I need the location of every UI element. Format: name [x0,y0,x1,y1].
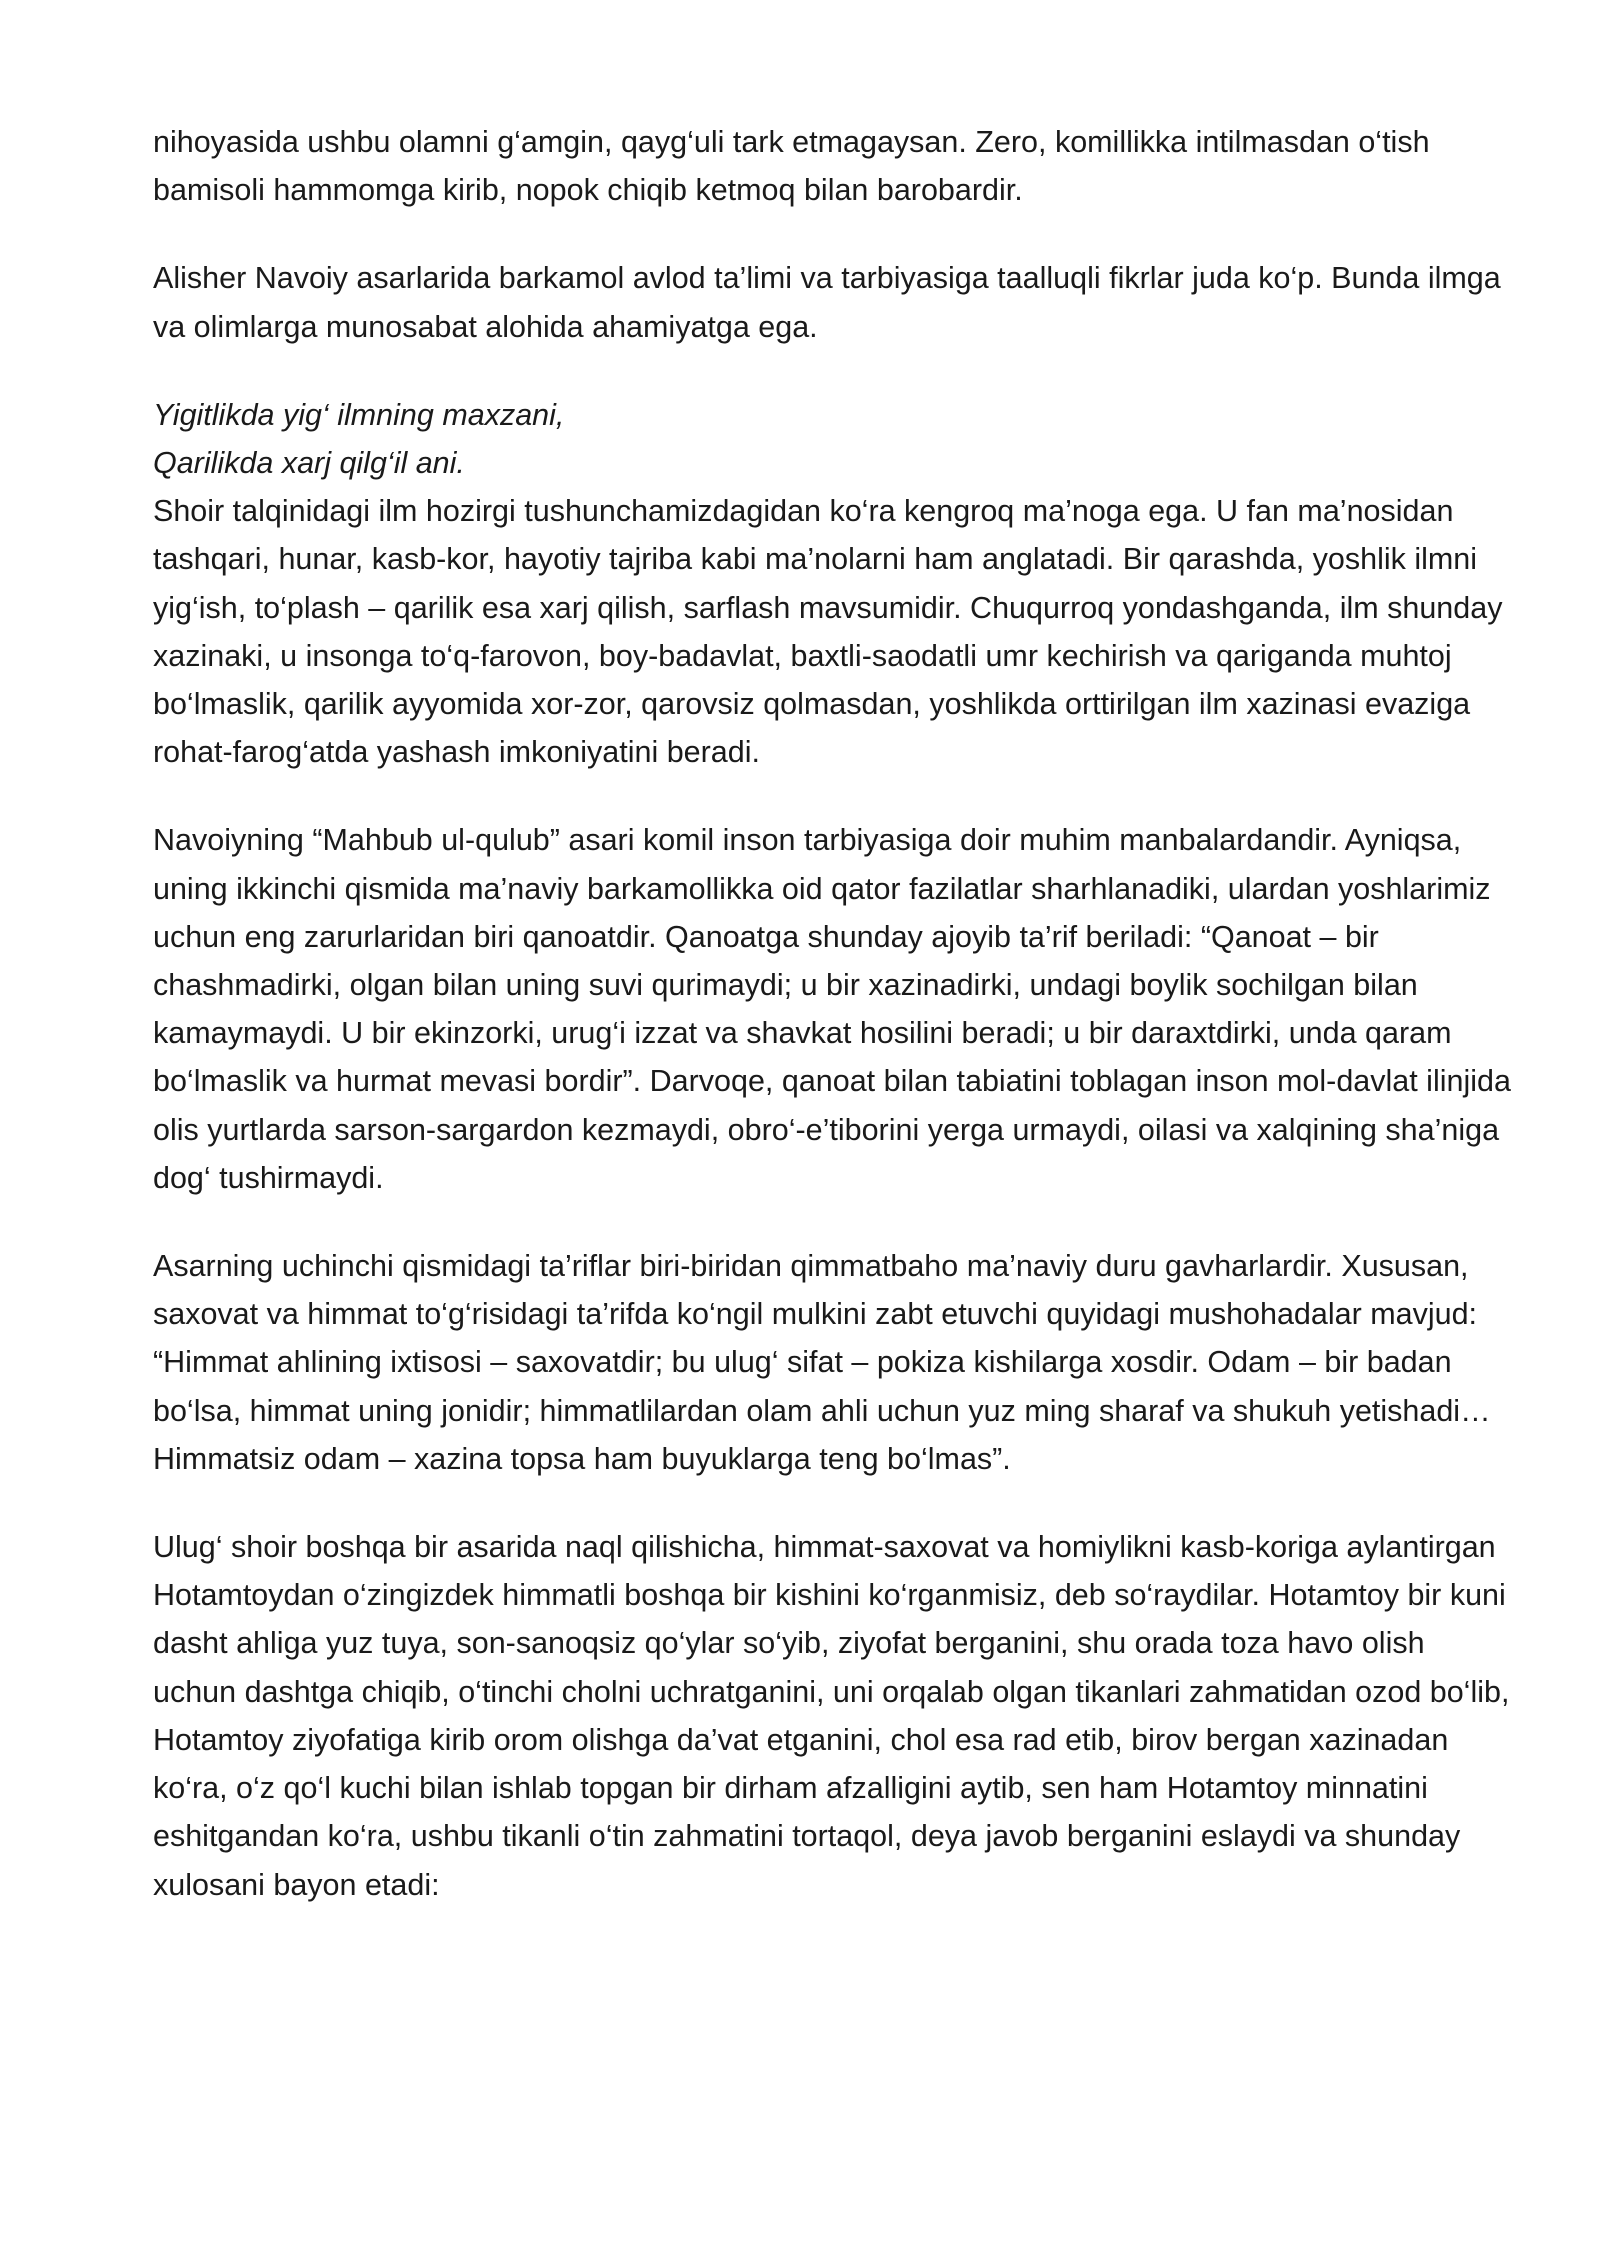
poem-line-1: Yigitlikda yig‘ ilmning maxzani, [153,397,565,432]
paragraph-third-part: Asarning uchinchi qismidagi ta’riflar biri-biridan qimmatbaho ma’naviy duru gavharlardir. Xususan, saxovat va himmat to‘g‘risidagi ta’rifda ko‘ngil mulkini zabt etuvchi quyidagi mushohadalar mavjud: “Himmat ahlining ixtisosi – saxovatdir; bu ulug‘ sifat – pokiza kishilarga xosdir. Odam – bir badan bo‘lsa, himmat uning jonidir; himmatlilardan olam ahli uchun yuz ming sharaf va shukuh yetishadi… Himmatsiz odam – xazina topsa ham buyuklarga teng bo‘lmas”. [153,1249,1491,1476]
document-page [153,118,1513,1949]
paragraph-navoiy-education: Alisher Navoiy asarlarida barkamol avlod ta’limi va tarbiyasiga taalluqli fikrlar juda ko‘p. Bunda ilmga va olimlarga munosabat alohida ahamiyatga ega. [153,261,1501,344]
paragraph-intro: nihoyasida ushbu olamni g‘amgin, qayg‘uli tark etmagaysan. Zero, komillikka intilmasdan o‘tish bamisoli hammomga kirib, nopok chiqib ketmoq bilan barobardir. [153,125,1430,208]
paragraph-hotamtoy: Ulug‘ shoir boshqa bir asarida naql qilishicha, himmat-saxovat va homiylikni kasb-koriga aylantirgan Hotamtoydan o‘zingizdek himmatli boshqa bir kishini ko‘rganmisiz, deb so‘raydilar. Hotamtoy bir kuni dasht ahliga yuz tuya, son-sanoqsiz qo‘ylar so‘yib, ziyofat berganini, shu orada toza havo olish uchun dashtga chiqib, o‘tinchi cholni uchratganini, uni orqalab olgan tikanlari zahmatidan ozod bo‘lib, Hotamtoy ziyofatiga kirib orom olishga da’vat etganini, chol esa rad etib, birov bergan xazinadan ko‘ra, o‘z qo‘l kuchi bilan ishlab topgan bir dirham afzalligini aytib, sen ham Hotamtoy minnatini eshitgandan ko‘ra, ushbu tikanli o‘tin zahmatini tortaqol, deya javob berganini eslaydi va shunday xulosani bayon etadi: [153,1530,1510,1902]
paragraph-mahbub-ul-qulub: Navoiyning “Mahbub ul-qulub” asari komil inson tarbiyasiga doir muhim manbalardandir. Ayniqsa, uning ikkinchi qismida ma’naviy barkamollikka oid qator fazilatlar sharhlanadiki, ulardan yoshlarimiz uchun eng zarurlaridan biri qanoatdir. Qanoatga shunday ajoyib ta’rif beriladi: “Qanoat – bir chashmadirki, olgan bilan uning suvi qurimaydi; u bir xazinadirki, undagi boylik sochilgan bilan kamaymaydi. U bir ekinzorki, urug‘i izzat va shavkat hosilini beradi; u bir daraxtdirki, unda qaram bo‘lmaslik va hurmat mevasi bordir”. Darvoqe, qanoat bilan tabiatini toblagan inson mol-davlat ilinjida olis yurtlarda sarson-sargardon kezmaydi, obro‘-e’tiborini yerga urmaydi, oilasi va xalqining sha’niga dog‘ tushirmaydi. [153,823,1511,1195]
paragraph-poet-interpretation: Shoir talqinidagi ilm hozirgi tushunchamizdagidan ko‘ra kengroq ma’noga ega. U fan ma’nosidan tashqari, hunar, kasb-kor, hayotiy tajriba kabi ma’nolarni ham anglatadi. Bir qarashda, yoshlik ilmni yig‘ish, to‘plash – qarilik esa xarj qilish, sarflash mavsumidir. Chuqurroq yondashganda, ilm shunday xazinaki, u insonga to‘q-farovon, boy-badavlat, baxtli-saodatli umr kechirish va qariganda muhtoj bo‘lmaslik, qarilik ayyomida xor-zor, qarovsiz qolmasdan, yoshlikda orttirilgan ilm xazinasi evaziga rohat-farog‘atda yashash imkoniyatini beradi. [153,494,1503,770]
poem-line-2: Qarilikda xarj qilg‘il ani. [153,446,465,481]
